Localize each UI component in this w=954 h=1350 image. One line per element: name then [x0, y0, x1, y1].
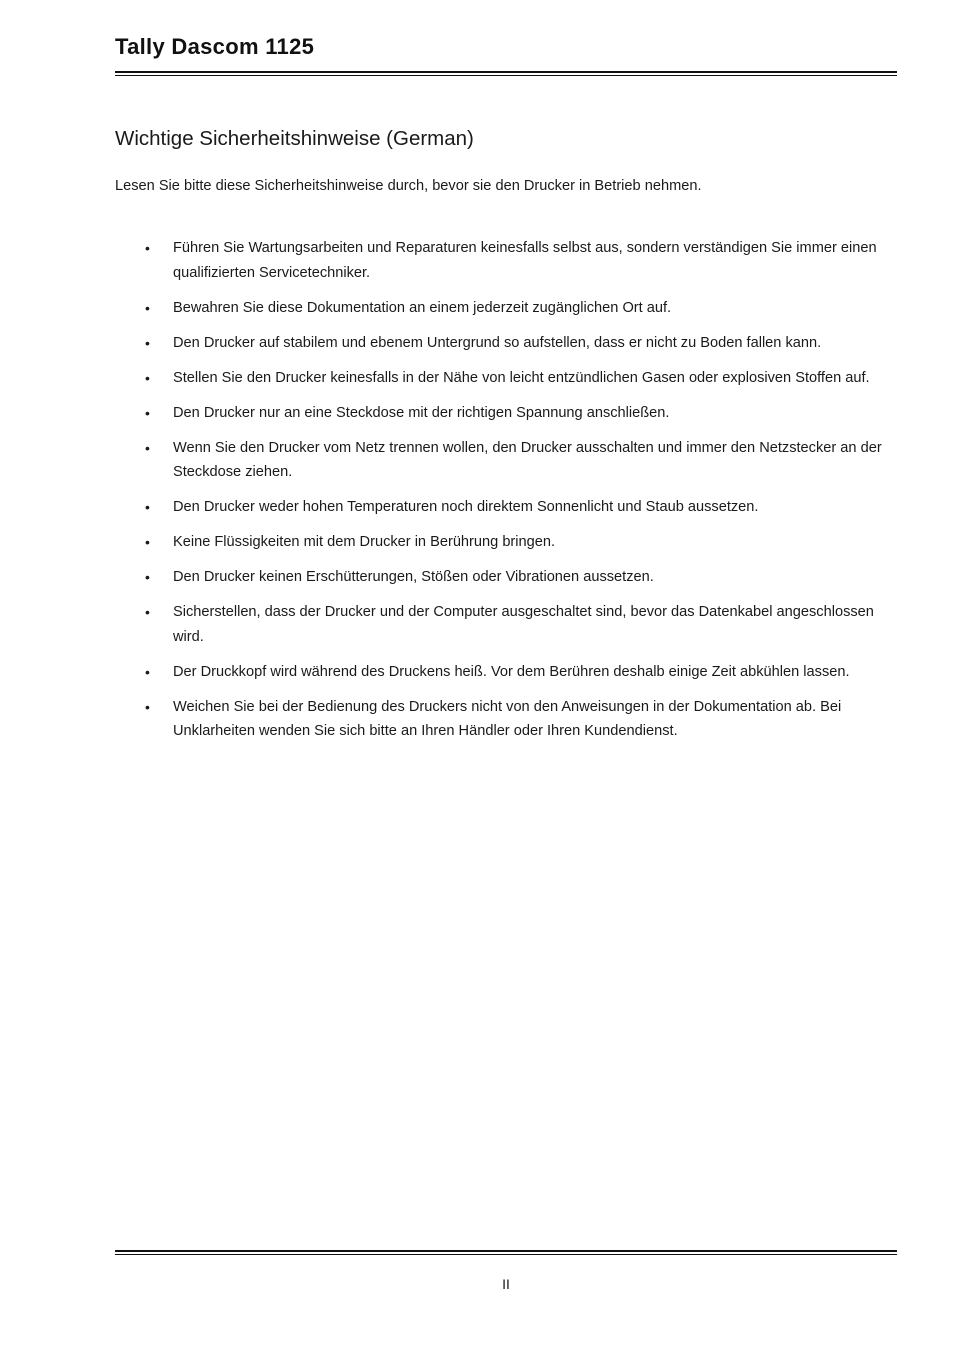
- list-item-text: Stellen Sie den Drucker keinesfalls in der Nähe von leicht entzündlichen Gasen oder explosiven Stoffen auf.: [173, 369, 870, 386]
- list-item: [145, 495, 891, 520]
- list-item: [145, 600, 891, 649]
- safety-instructions-list: [145, 236, 891, 754]
- bullet-icon: •: [145, 698, 150, 715]
- bullet-icon: •: [145, 240, 150, 256]
- list-item: [145, 401, 891, 426]
- list-item-text: Den Drucker keinen Erschütterungen, Stößen oder Vibrationen aussetzen.: [173, 569, 654, 585]
- bullet-icon: •: [145, 499, 150, 515]
- list-item-text: Bewahren Sie diese Dokumentation an einem jederzeit zugänglichen Ort auf.: [173, 299, 672, 316]
- list-item: [145, 436, 891, 485]
- intro-paragraph: Lesen Sie bitte diese Sicherheitshinweise durch, bevor sie den Drucker in Betrieb nehmen.: [115, 178, 702, 194]
- header-double-rule: [115, 71, 897, 76]
- list-item-text: Den Drucker auf stabilem und ebenem Untergrund so aufstellen, dass er nicht zu Boden fallen kann.: [173, 334, 822, 351]
- bullet-icon: •: [145, 604, 150, 620]
- list-item: [145, 695, 891, 744]
- bullet-icon: •: [145, 569, 150, 585]
- list-item-text: Den Drucker weder hohen Temperaturen noch direktem Sonnenlicht und Staub aussetzen.: [173, 499, 759, 515]
- bullet-icon: •: [145, 534, 150, 550]
- list-item-text: Weichen Sie bei der Bedienung des Druckers nicht von den Anweisungen in der Dokumentation ab. Bei Unklarheiten wenden Sie sich bitte an Ihren Händler oder Ihren Kundendienst.: [173, 698, 842, 739]
- list-item-text: Führen Sie Wartungsarbeiten und Reparaturen keinesfalls selbst aus, sondern verständigen Sie immer einen qualifizierten Servicetechniker.: [173, 240, 877, 281]
- bullet-icon: •: [145, 663, 150, 680]
- list-item: [145, 296, 891, 321]
- list-item: [145, 565, 891, 590]
- bullet-icon: •: [145, 369, 150, 386]
- list-item-text: Sicherstellen, dass der Drucker und der Computer ausgeschaltet sind, bevor das Datenkabel angeschlossen wird.: [173, 604, 874, 645]
- list-item-text: Keine Flüssigkeiten mit dem Drucker in Berührung bringen.: [173, 534, 556, 550]
- list-item: [145, 660, 891, 685]
- bullet-icon: •: [145, 299, 150, 316]
- list-item: [145, 331, 891, 356]
- bullet-icon: •: [145, 439, 150, 456]
- list-item-text: Wenn Sie den Drucker vom Netz trennen wollen, den Drucker ausschalten und immer den Netzstecker an der Steckdose ziehen.: [173, 439, 882, 480]
- bullet-icon: •: [145, 404, 150, 421]
- page-number: II: [502, 1276, 510, 1292]
- list-item-text: Den Drucker nur an eine Steckdose mit der richtigen Spannung anschließen.: [173, 404, 670, 421]
- footer-double-rule: [115, 1250, 897, 1255]
- list-item-text: Der Druckkopf wird während des Druckens heiß. Vor dem Berühren deshalb einige Zeit abkühlen lassen.: [173, 663, 850, 680]
- list-item: [145, 236, 891, 285]
- list-item: [145, 530, 891, 555]
- list-item: [145, 366, 891, 391]
- bullet-icon: •: [145, 334, 150, 351]
- section-title: Wichtige Sicherheitshinweise (German): [115, 127, 474, 150]
- document-header-title: Tally Dascom 1125: [115, 34, 315, 59]
